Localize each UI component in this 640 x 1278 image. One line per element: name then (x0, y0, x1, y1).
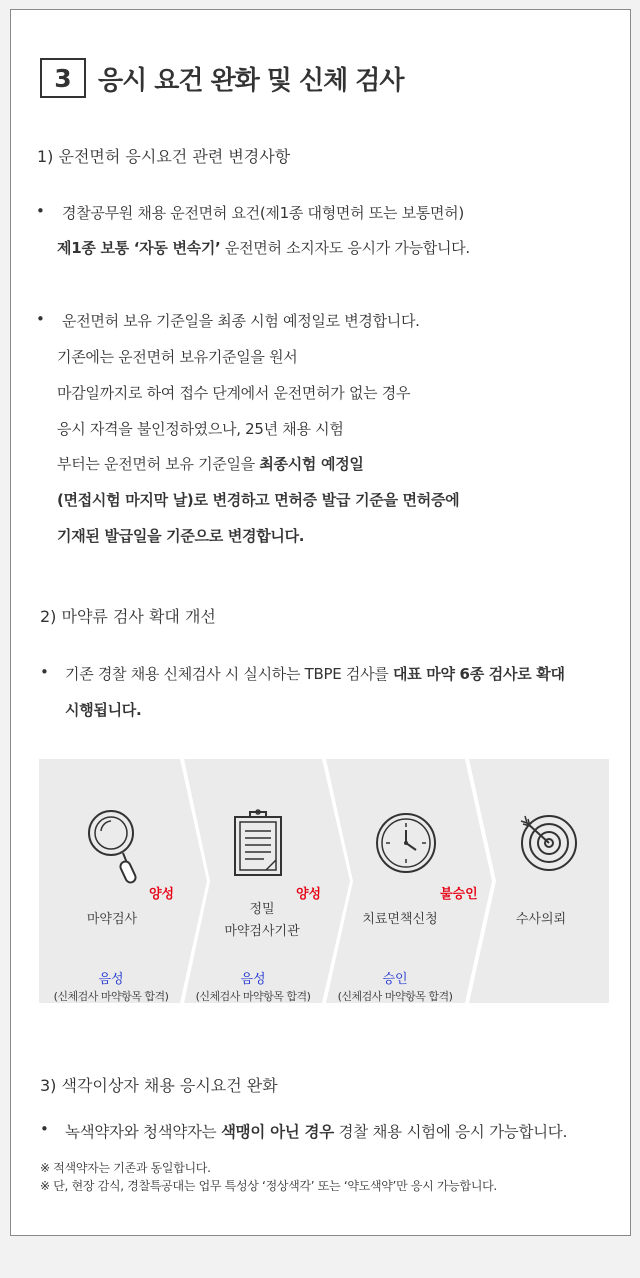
content-card: 3 응시 요건 완화 및 신체 검사 1) 운전면허 응시요건 관련 변경사항 • 경찰공무원 채용 운전면허 요건(제1종 대형면허 또는 보통면허) 제1종 보통 ‘자동 변속기’ 운전면허 소지자도 응시가 가능합니다. • 운전면허 보유 기준일을 최종 시험 예정일로 변경합니다. 기존에는 운전면허 보유기준일을 원서 마감일까지로 하여 접수 단계에서 운전면허가 없는 경우 응시 자격을 불인정하였으나, 25년 채용 시험 부터는 운전면허 보유 기준일을 최종시험 예정일 (면접시험 마지막 날)로 변경하고 면허증 발급 기준을 면허증에 기재된 발급일을 기준으로 변경합니다. 2) 마약류 검사 확대 개선 • 기존 경찰 채용 신체검사 시 실시하는 TBPE 검사를 대표 마약 6종 검사로 확대 시행됩니다. 양성 마약검사 음성 (신체검사 마약항목 합격) 양성 정밀 마약검사기관 음성 (신체검사 마약항목 합격) 불승인 치료면책신청 승인 (신체검사 마약항목 합격) 수사의뢰 3) 색각이상자 채용 응시요건 완화 • 녹색약자와 청색약자는 색맹이 아닌 경우 경찰 채용 시험에 응시 가능합니다. ※ 적색약자는 기존과 동일합니다. ※ 단, 현장 감식, 경찰특공대는 업무 특성상 ‘정상색각’ 또는 ‘약도색약’만 응시 가능합니다. (10, 9, 631, 1236)
part1-bullet2-line7 (57, 525, 304, 546)
part2-bullet-plain: 기존 경찰 채용 신체검사 시 실시하는 TBPE 검사를 (65, 665, 393, 683)
drug-test-flow-diagram (39, 759, 609, 1003)
part1-bullet1-line1: 경찰공무원 채용 운전면허 요건(제1종 대형면허 또는 보통면허) (62, 204, 464, 222)
part2-bullet-line2-bold: 시행됩니다. (65, 701, 142, 719)
step3-label: 치료면책신청 (362, 912, 438, 927)
part2-bullet-line2 (65, 699, 141, 720)
part1-bullet2-line6-bold: (면접시험 마지막 날)로 변경하고 면허증 발급 기준을 면허증에 (57, 491, 460, 509)
part1-bullet2-line1: 운전면허 보유 기준일을 최종 시험 예정일로 변경합니다. (62, 312, 420, 330)
part1-bullet2-line5-bold: 최종시험 예정일 (259, 455, 364, 473)
part1-bullet2-line3: 마감일까지로 하여 접수 단계에서 운전면허가 없는 경우 (57, 384, 411, 402)
target-icon (517, 811, 579, 873)
part1-bullet2-line5 (57, 453, 364, 474)
part2-heading: 2) 마약류 검사 확대 개선 (40, 607, 216, 626)
section-title: 응시 요건 완화 및 신체 검사 (98, 65, 404, 96)
part1-heading: 1) 운전면허 응시요건 관련 변경사항 (37, 147, 291, 166)
clipboard-icon (232, 809, 284, 879)
step2-negative-note: (신체검사 마약항목 합격) (195, 990, 311, 1003)
part3-bullet-plain2: 경찰 채용 시험에 응시 가능합니다. (333, 1123, 568, 1141)
part3-bullet-line (65, 1120, 567, 1142)
part1-bullet2-line7-bold: 기재된 발급일을 기준으로 변경합니다. (57, 527, 305, 545)
part1-bullet1-rest: 운전면허 소지자도 응시가 가능합니다. (220, 239, 470, 257)
step4-label: 수사의뢰 (515, 912, 567, 927)
part1-bullet1-line2 (57, 237, 470, 258)
step1-negative: 음성 (98, 972, 124, 987)
part3-note1: ※ 적색약자는 기존과 동일합니다. (40, 1161, 211, 1175)
step2-negative: 음성 (240, 972, 266, 987)
step2-label-line1: 정밀 (249, 902, 275, 917)
part3-bullet-bold: 색맹이 아닌 경우 (221, 1123, 334, 1141)
step1-positive: 양성 (149, 887, 175, 902)
magnifier-icon (87, 809, 141, 891)
clock-icon (374, 811, 438, 875)
step2-positive: 양성 (296, 887, 322, 902)
step3-negative-note: (신체검사 마약항목 합격) (337, 990, 453, 1003)
part2-bullet-line1 (65, 663, 565, 684)
section-number: 3 (40, 58, 86, 98)
part2-bullet-bold: 대표 마약 6종 검사로 확대 (392, 665, 565, 683)
flow-box-2 (184, 759, 350, 1003)
step1-negative-note: (신체검사 마약항목 합격) (53, 990, 169, 1003)
section-header (40, 58, 404, 98)
part1-bullet1-bold: 제1종 보통 ‘자동 변속기’ (57, 239, 221, 257)
part1-bullet2-line5-plain: 부터는 운전면허 보유 기준일을 (57, 455, 260, 473)
part3-heading: 3) 색각이상자 채용 응시요건 완화 (40, 1076, 278, 1095)
part1-bullet2-line2: 기존에는 운전면허 보유기준일을 원서 (57, 348, 298, 366)
step3-positive: 불승인 (440, 887, 478, 902)
step3-negative: 승인 (382, 972, 408, 987)
part3-note2: ※ 단, 현장 감식, 경찰특공대는 업무 특성상 ‘정상색각’ 또는 ‘약도색약’만 응시 가능합니다. (40, 1179, 497, 1193)
part1-bullet2-line4: 응시 자격을 불인정하였으나, 25년 채용 시험 (57, 420, 344, 438)
step2-label-line2: 마약검사기관 (224, 924, 300, 939)
flow-box-3 (326, 759, 492, 1003)
part3-bullet-plain1: 녹색약자와 청색약자는 (65, 1123, 221, 1141)
part1-bullet2-line6 (57, 489, 459, 510)
step1-label: 마약검사 (86, 912, 138, 927)
